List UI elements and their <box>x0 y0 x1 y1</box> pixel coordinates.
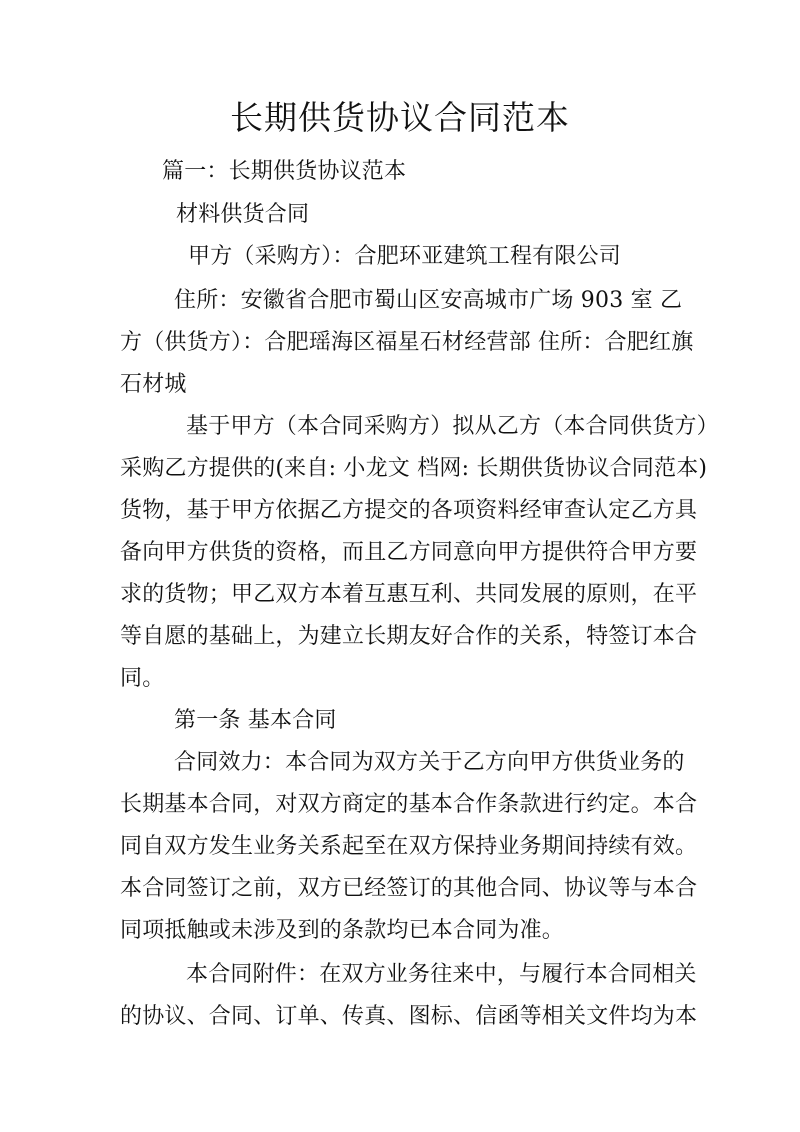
paragraph-line: 同自双方发生业务关系起至在双方保持业务期间持续有效。 <box>120 834 698 859</box>
paragraph-line: 合同效力：本合同为双方关于乙方向甲方供货业务的 <box>174 750 685 775</box>
paragraph-line: 采购乙方提供的(来自: 小龙文 档网: 长期供货协议合同范本) <box>120 456 708 481</box>
paragraph-line: 备向甲方供货的资格，而且乙方同意向甲方提供符合甲方要 <box>120 540 698 565</box>
section-heading: 篇一：长期供货协议范本 <box>162 159 407 184</box>
paragraph-line: 求的货物；甲乙双方本着互惠互利、共同发展的原则，在平 <box>120 582 698 607</box>
paragraph-line: 方（供货方）：合肥瑶海区福星石材经营部 住所：合肥红旗 <box>120 330 694 355</box>
paragraph-line: 基于甲方（本合同采购方）拟从乙方（本合同供货方） <box>186 414 719 439</box>
paragraph-line: 住所：安徽省合肥市蜀山区安高城市广场 903 室 乙 <box>174 288 683 313</box>
party-a: 甲方（采购方）：合肥环亚建筑工程有限公司 <box>188 244 622 269</box>
paragraph-line: 本合同签订之前，双方已经签订的其他合同、协议等与本合 <box>120 876 698 901</box>
paragraph-line: 同项抵触或未涉及到的条款均已本合同为准。 <box>120 918 565 943</box>
paragraph-line: 长期基本合同，对双方商定的基本合作条款进行约定。本合 <box>120 792 698 817</box>
paragraph-line: 货物，基于甲方依据乙方提交的各项资料经审查认定乙方具 <box>120 498 698 523</box>
paragraph-line: 等自愿的基础上，为建立长期友好合作的关系，特签订本合 <box>120 624 698 649</box>
contract-name: 材料供货合同 <box>176 202 310 227</box>
paragraph-line: 本合同附件：在双方业务往来中，与履行本合同相关 <box>186 962 697 987</box>
document-title: 长期供货协议合同范本 <box>230 98 570 137</box>
article-heading: 第一条 基本合同 <box>174 708 337 733</box>
paragraph-line: 的协议、合同、订单、传真、图标、信函等相关文件均为本 <box>120 1004 698 1029</box>
paragraph-line: 石材城 <box>120 372 187 397</box>
paragraph-line: 同。 <box>120 666 165 691</box>
